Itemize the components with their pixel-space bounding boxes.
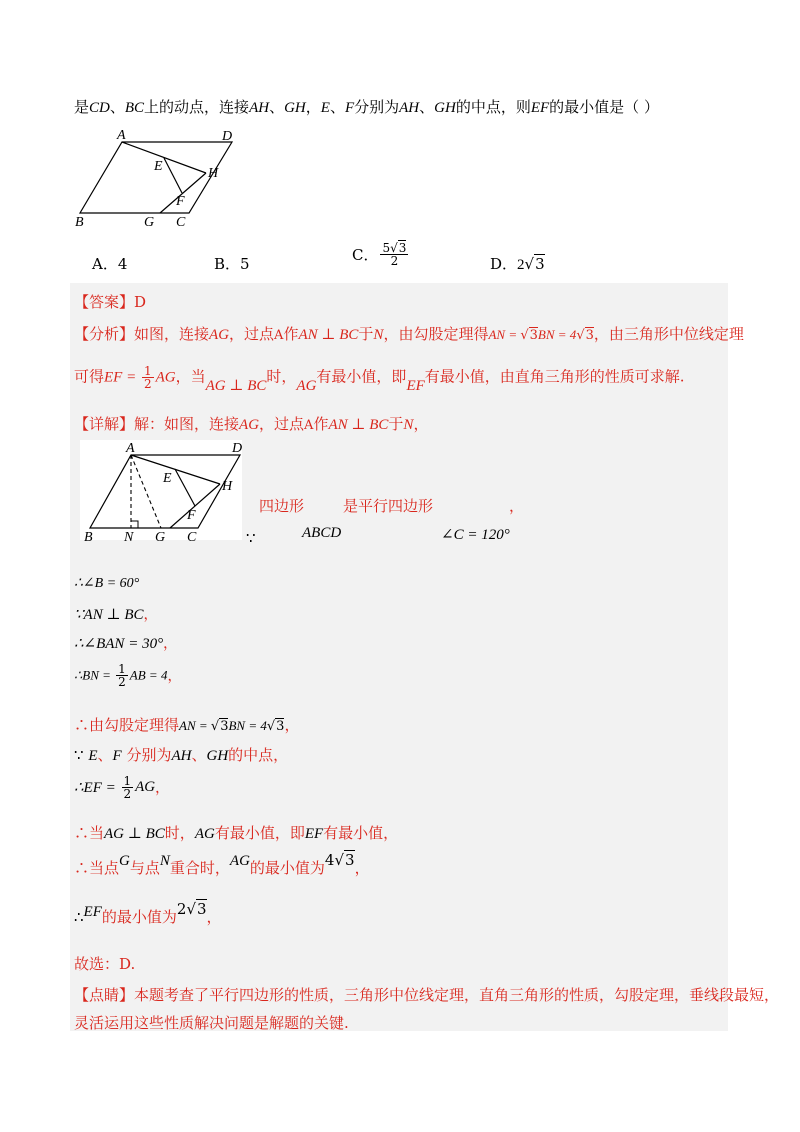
option-c: C． $\frac{5√3}{2}$ bbox=[352, 241, 407, 268]
because-symbol: ∵ bbox=[246, 529, 256, 547]
step-9: ∴当点G与点N重合时，AG的最小值为4√3， bbox=[74, 851, 370, 877]
label-b: B bbox=[75, 215, 84, 230]
label-d: D bbox=[232, 441, 243, 456]
analysis-line-1: 【分析】如图，连接AG，过点A作AN ⊥ BC于N，由勾股定理得AN = √3BN = 4√3，由三角形中位线定理 bbox=[74, 325, 744, 343]
parallelogram-figure-2 bbox=[80, 440, 245, 545]
label-b: B bbox=[84, 530, 93, 545]
label-a: A bbox=[126, 441, 135, 456]
choose-line: 故选：D. bbox=[74, 955, 136, 973]
step-10: ∴EF的最小值为2√3， bbox=[74, 900, 222, 926]
quad-label: 四边形 bbox=[259, 497, 305, 515]
right-angle-mark bbox=[131, 521, 138, 528]
fraction: $\frac{1}{2}$ bbox=[143, 364, 152, 391]
label-g: G bbox=[155, 530, 166, 545]
label-f: F bbox=[187, 508, 196, 523]
label-n: N bbox=[124, 530, 134, 545]
fraction: $\frac{1}{2}$ bbox=[123, 774, 132, 801]
parallelogram-figure bbox=[70, 125, 240, 230]
step-1: ∴∠B = 60° bbox=[74, 576, 140, 591]
comment-line-2: 灵活运用这些性质解决问题是解题的关键. bbox=[74, 1014, 349, 1032]
label-h: H bbox=[222, 479, 233, 494]
detail-line-1: 【详解】解：如图，连接AG，过点A作AN ⊥ BC于N， bbox=[74, 415, 429, 433]
label-g: G bbox=[144, 215, 155, 230]
label-a: A bbox=[117, 128, 126, 143]
fraction: $\frac{1}{2}$ bbox=[118, 662, 126, 689]
label-f: F bbox=[176, 194, 185, 209]
label-c: C bbox=[187, 530, 197, 545]
comma: ， bbox=[509, 497, 525, 515]
segment-ah bbox=[122, 142, 206, 173]
comment-line-1: 【点睛】本题考查了平行四边形的性质，三角形中位线定理，直角三角形的性质，勾股定理，垂线段最短， bbox=[74, 986, 780, 1004]
step-7: ∴EF = $\frac{1}{2}$ AG， bbox=[74, 774, 170, 801]
parallelogram-statement: 是平行四边形 bbox=[343, 497, 434, 515]
segment-ag-dashed bbox=[131, 455, 161, 528]
abcd-label: ABCD bbox=[302, 525, 342, 541]
step-2: ∵AN ⊥ BC， bbox=[74, 607, 158, 623]
label-c: C bbox=[176, 215, 186, 230]
label-d: D bbox=[222, 129, 233, 144]
label-e: E bbox=[154, 159, 163, 174]
label-h: H bbox=[208, 166, 219, 181]
fraction: $\frac{5√3}{2}$ bbox=[382, 241, 407, 268]
step-5: ∴由勾股定理得AN = √3BN = 4√3， bbox=[74, 716, 300, 734]
step-4: ∴BN = $\frac{1}{2}$ AB = 4， bbox=[74, 662, 182, 689]
step-6: ∵ E、F 分别为AH、GH的中点， bbox=[74, 746, 289, 764]
step-8: ∴当AG ⊥ BC时，AG有最小值，即EF有最小值， bbox=[74, 824, 399, 842]
angle-c: ∠C = 120° bbox=[441, 527, 510, 543]
option-d: D．2√3 bbox=[490, 255, 545, 273]
option-b: B．5 bbox=[214, 255, 250, 273]
analysis-line-2: 可得EF = $\frac{1}{2}$ AG，当AG ⊥ BC时，AG有最小值，即EF有最小值，由直角三角形的性质可求解. bbox=[74, 364, 685, 394]
label-e: E bbox=[163, 471, 172, 486]
option-a: A．4 bbox=[92, 255, 128, 273]
step-3: ∴∠BAN = 30°， bbox=[74, 636, 178, 652]
answer-line: 【答案】D bbox=[74, 293, 147, 311]
question-text: 是CD、BC上的动点，连接AH、GH，E、F分别为AH、GH的中点，则EF的最小值是（ ） bbox=[74, 98, 659, 116]
